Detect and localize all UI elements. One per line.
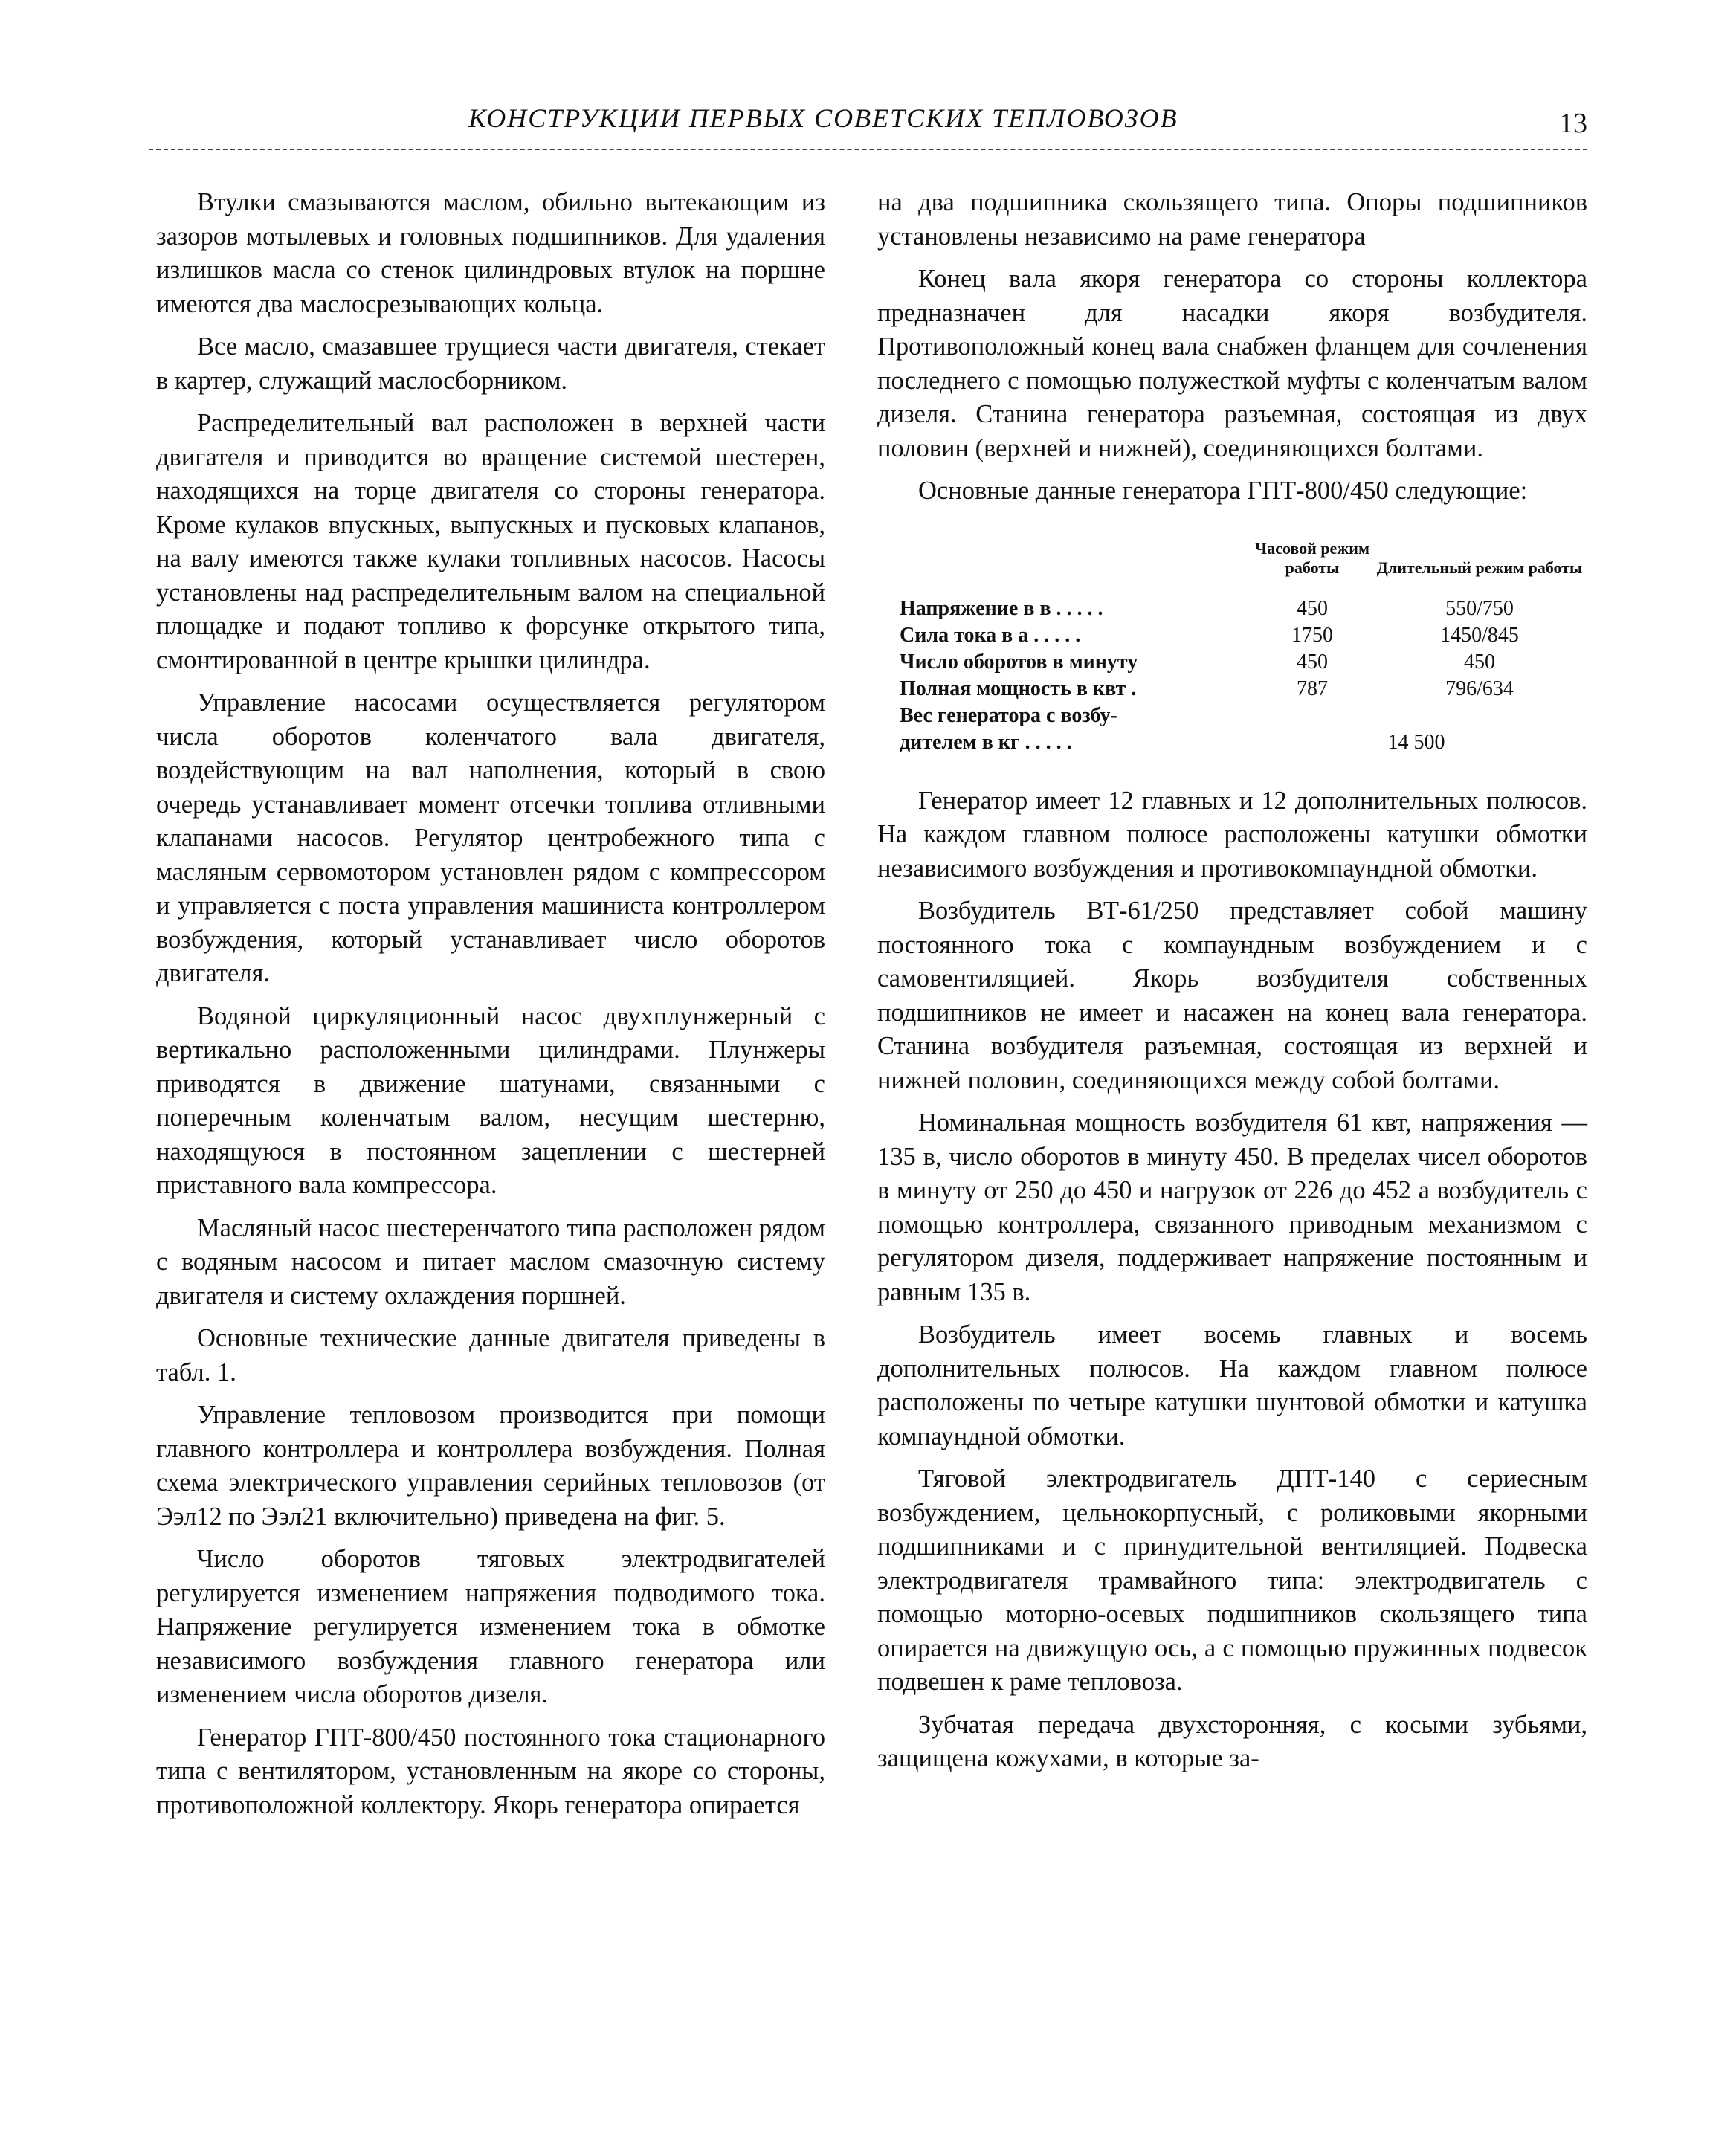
row-continuous: 450 — [1464, 650, 1495, 674]
row-param: Полная мощность в квт . — [900, 677, 1137, 700]
col-header-hourly: Часовой режим работы — [1255, 538, 1369, 577]
row-hourly: 1750 — [1291, 623, 1333, 647]
header-rule — [149, 149, 1587, 150]
paragraph: Управление насосами осуществляется регулятором числа оборотов коленчатого вала двигателя, воздействующим на вал наполнения, который в свою очередь устанавливает момент отсечки топлива отливными клапанами насосов. Регулятор центробежного типа с масляным сервомотором установлен рядом с компрессором и управляется с поста управления машиниста контроллером возбуждения, который устанавливает число оборотов двигателя. — [156, 688, 825, 987]
paragraph: Основные данные генератора ГПТ-800/450 следующие: — [918, 477, 1528, 505]
paragraph: Втулки смазываются маслом, обильно вытекающим из зазоров мотылевых и головных подшипников. Для удаления излишков масла со стенок цилиндровых втулок на поршне имеются два маслосрезывающих кольца. — [156, 188, 825, 318]
paragraph: Все масло, смазавшее трущиеся части двигателя, стекает в картер, служащий маслосборником. — [156, 332, 825, 395]
row-hourly: 450 — [1297, 596, 1328, 620]
table-row — [900, 649, 1584, 676]
row-continuous: 550/750 — [1445, 596, 1514, 620]
paragraph: Зубчатая передача двухсторонняя, с косыми зубьями, защищена кожухами, в которые за- — [877, 1710, 1587, 1772]
paragraph: Возбудитель ВТ-61/250 представляет собой машину постоянного тока с компаундным возбуждением и с самовентиляцией. Якорь возбудителя собственных подшипников не имеет и насажен на конец вала генератора. Станина возбудителя разъемная, состоящая из верхней и нижней половин, соединяющихся между собой болтами. — [877, 897, 1587, 1094]
generator-data-table — [900, 538, 1584, 756]
table-row — [900, 729, 1584, 756]
paragraph: Тяговой электродвигатель ДПТ-140 с сериесным возбуждением, цельнокорпусный, с роликовыми якорными подшипниками и с принудительной вентиляцией. Подвеска электродвигателя трамвайного типа: электродвигатель с помощью моторно-осевых подшипников скользящего типа опирается на движущую ось, а с помощью пружинных подвесок подвешен к раме тепловоза. — [877, 1465, 1587, 1696]
paragraph: Номинальная мощность возбудителя 61 квт, напряжения — 135 в, число оборотов в минуту 450. В пределах чисел оборотов в минуту от 250 до 450 и нагрузок от 226 до 452 а возбудитель с помощью контроллера, связанного приводным механизмом с регулятором дизеля, поддерживает напряжение постоянным и равным 135 в. — [877, 1108, 1587, 1306]
page-number: 13 — [1559, 108, 1587, 139]
right-column — [877, 186, 1587, 1785]
row-continuous: 1450/845 — [1440, 623, 1519, 647]
page-header — [149, 103, 1587, 147]
weight-label-line2: дителем в кг . . . . . — [900, 730, 1072, 754]
paragraph: Масляный насос шестеренчатого типа расположен рядом с водяным насосом и питает маслом смазочную систему двигателя и систему охлаждения поршней. — [156, 1213, 825, 1310]
paragraph: Распределительный вал расположен в верхней части двигателя и приводится во вращение системой шестерен, находящихся на торце двигателя со стороны генератора. Кроме кулаков впускных, выпускных и пусковых клапанов, на валу имеются также кулаки топливных насосов. Насосы установлены над распределительным валом на специальной площадке и подают топливо к форсунке открытого типа, смонтированной в центре крышки цилиндра. — [156, 409, 825, 674]
left-column — [156, 186, 825, 1831]
col-header-continuous: Длительный режим работы — [1376, 558, 1583, 577]
running-title: КОНСТРУКЦИИ ПЕРВЫХ СОВЕТСКИХ ТЕПЛОВОЗОВ — [468, 103, 1178, 133]
row-param: Сила тока в а . . . . . — [900, 623, 1081, 647]
row-hourly: 787 — [1297, 677, 1328, 700]
weight-value: 14 500 — [1387, 730, 1445, 754]
paragraph: Основные технические данные двигателя приведены в табл. 1. — [156, 1324, 825, 1387]
weight-label-line1: Вес генератора с возбу- — [900, 703, 1117, 727]
table-row — [900, 703, 1584, 729]
paragraph: Водяной циркуляционный насос двухплунжерный с вертикально расположенными цилиндрами. Плунжеры приводятся в движение шатунами, связанными с поперечным коленчатым валом, несущим шестерню, находящуюся в постоянном зацеплении с шестерней приставного вала компрессора. — [156, 1001, 825, 1199]
paragraph: на два подшипника скользящего типа. Опоры подшипников установлены независимо на раме генератора — [877, 188, 1587, 251]
paragraph: Число оборотов тяговых электродвигателей регулируется изменением напряжения подводимого тока. Напряжение регулируется изменением тока в обмотке независимого возбуждения главного генератора или изменением числа оборотов дизеля. — [156, 1545, 825, 1708]
paragraph: Генератор ГПТ-800/450 постоянного тока стационарного типа с вентилятором, установленным на якоре со стороны, противоположной коллектору. Якорь генератора опирается — [156, 1723, 825, 1819]
row-hourly: 450 — [1297, 650, 1328, 674]
table-row — [900, 596, 1584, 622]
table-row — [900, 622, 1584, 649]
table-row — [900, 676, 1584, 703]
paragraph: Конец вала якоря генератора со стороны коллектора предназначен для насадки якоря возбудителя. Противоположный конец вала снабжен фланцем для сочленения последнего с помощью полужесткой муфты с коленчатым валом дизеля. Станина генератора разъемная, состоящая из двух половин (верхней и нижней), соединяющихся болтами. — [877, 265, 1587, 462]
row-continuous: 796/634 — [1445, 677, 1514, 700]
row-param: Число оборотов в минуту — [900, 650, 1138, 674]
paragraph: Управление тепловозом производится при помощи главного контроллера и контроллера возбуждения. Полная схема электрического управления серийных тепловозов (от Ээл12 по Ээл21 включительно) приведена на фиг. 5. — [156, 1401, 825, 1531]
row-param: Напряжение в в . . . . . — [900, 596, 1103, 620]
paragraph: Генератор имеет 12 главных и 12 дополнительных полюсов. На каждом главном полюсе расположены катушки обмотки независимого возбуждения и противокомпаундной обмотки. — [877, 786, 1587, 882]
paragraph: Возбудитель имеет восемь главных и восемь дополнительных полюсов. На каждом главном полюсе расположены по четыре катушки шунтовой обмотки и катушка компаундной обмотки. — [877, 1320, 1587, 1450]
